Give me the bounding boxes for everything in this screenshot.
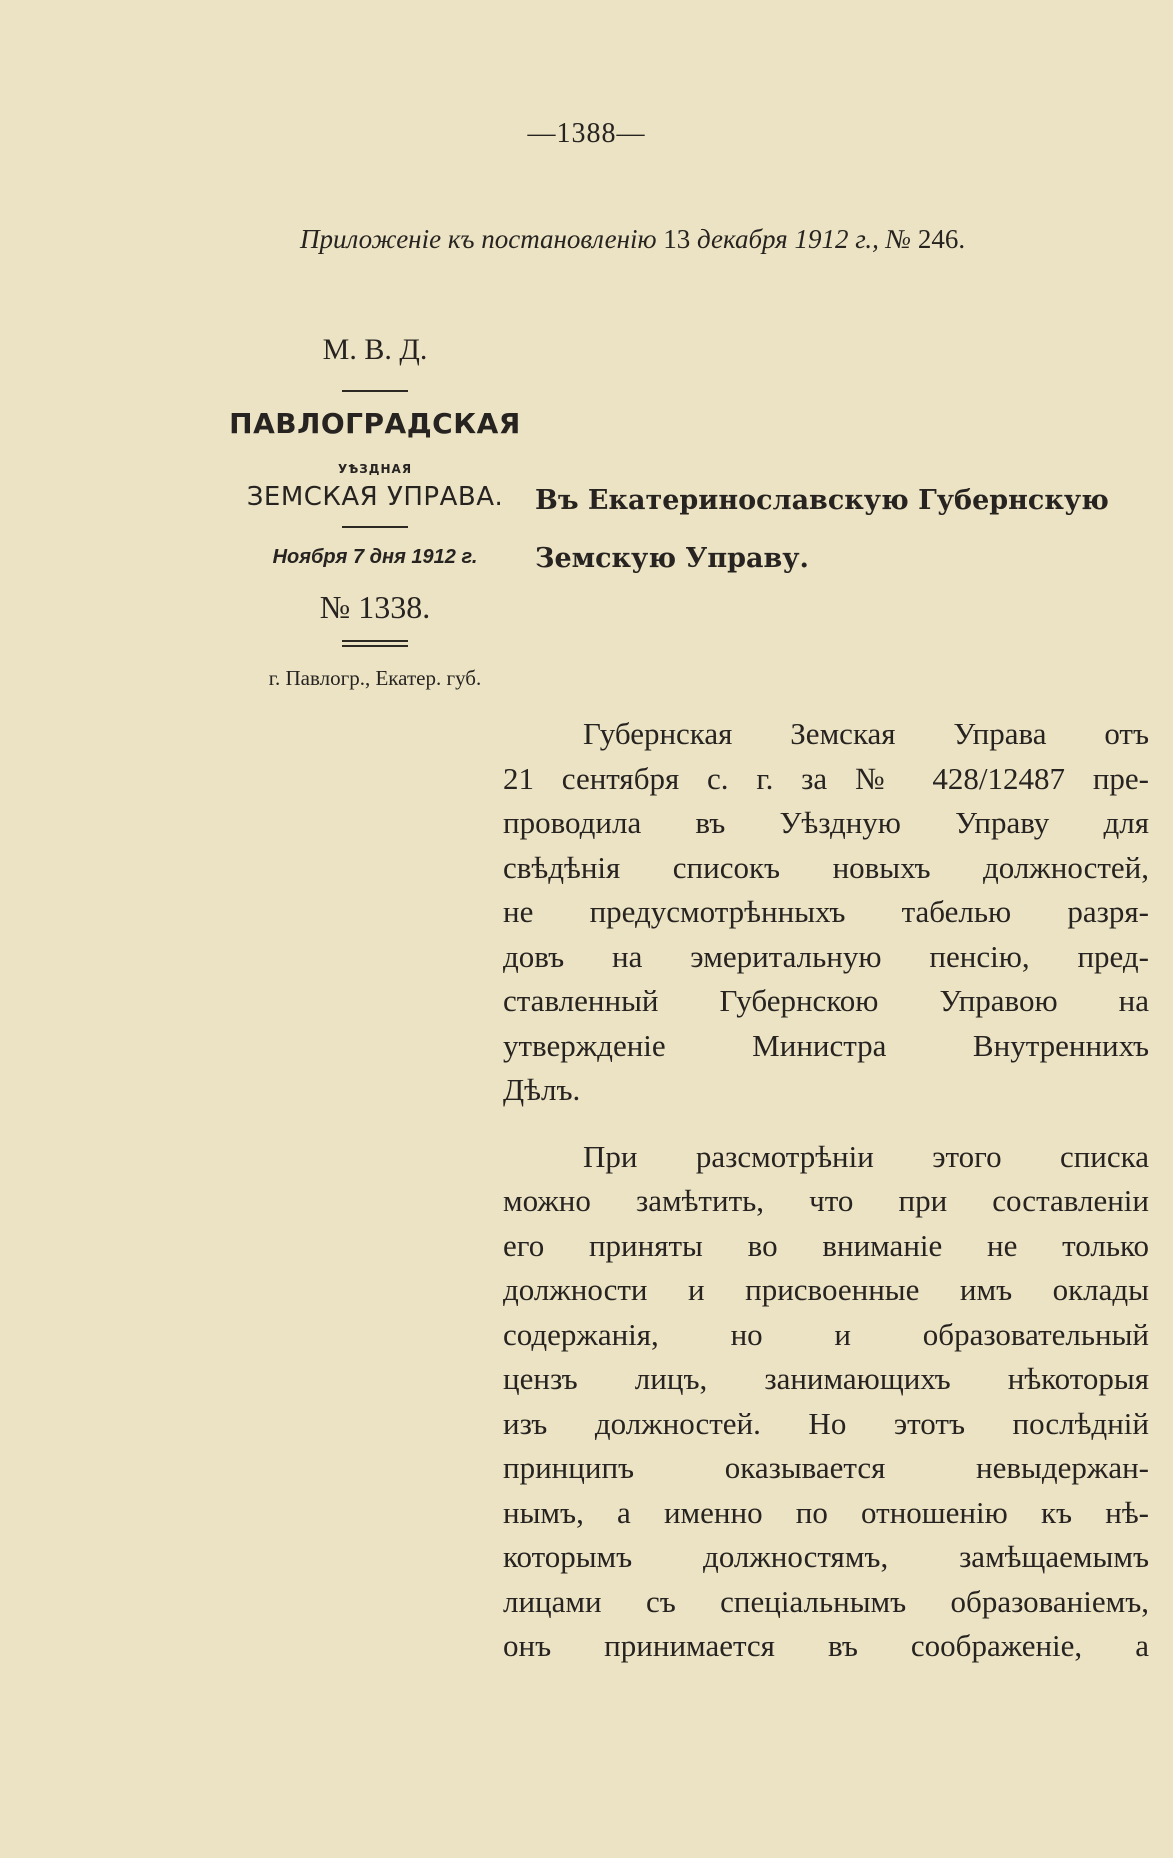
paragraph-2 [503, 1135, 1149, 1669]
divider [342, 526, 408, 528]
letter-body [503, 712, 1149, 1669]
appendix-resolution: постановленію [481, 224, 657, 254]
addressee: Въ Екатеринославскую Губернскую Земскую Управу. [535, 485, 1109, 574]
appendix-word: Приложеніе [300, 224, 442, 254]
appendix-number-sign: № [885, 224, 912, 254]
uezd-label: УѢЗДНАЯ [337, 462, 413, 476]
sender-block [220, 320, 530, 695]
ministry-abbreviation: М. В. Д. [322, 333, 428, 366]
text-line: онъ принимается въ соображеніе, а [503, 1628, 1149, 1663]
text-line: проводила въ Уѣздную Управу для [503, 805, 1149, 840]
board-name: ПАВЛОГРАДСКАЯ [229, 407, 521, 440]
appendix-year: 1912 [794, 224, 849, 254]
text-line: можно замѣтить, что при составленіи [503, 1183, 1149, 1218]
appendix-reference [300, 224, 965, 255]
text-line: его приняты во вниманіе не только [503, 1227, 1149, 1263]
text-line: довъ на эмеритальную пенсію, пред- [503, 938, 1149, 974]
text-line: нымъ, а именно по отношенію къ нѣ- [503, 1494, 1149, 1530]
text-line: ставленный Губернскою Управою на [503, 983, 1149, 1018]
paragraph-gap [503, 1113, 1149, 1135]
text-line: Губернская Земская Управа отъ [583, 716, 1149, 751]
text-line: принципъ оказывается невыдержан- [503, 1450, 1149, 1485]
appendix-number: 246. [917, 224, 966, 254]
appendix-day: 13 [663, 224, 691, 254]
zemstvo-label: ЗЕМСКАЯ УПРАВА. [246, 482, 504, 512]
text-line: свѣдѣнія списокъ новыхъ должностей, [503, 849, 1149, 885]
text-line: должности и присвоенные имъ оклады [503, 1272, 1149, 1307]
text-line: лицами съ спеціальнымъ образованіемъ, [503, 1583, 1149, 1619]
text-line: содержанія, но и образовательный [503, 1316, 1149, 1352]
text-line: цензъ лицъ, занимающихъ нѣкоторыя [503, 1361, 1149, 1396]
place-of-issue: г. Павлогр., Екатер. губ. [268, 666, 482, 690]
text-line: Дѣлъ. [503, 1072, 581, 1107]
appendix-preposition: къ [447, 224, 475, 254]
double-divider [342, 640, 408, 647]
text-line: которымъ должностямъ, замѣщаемымъ [503, 1539, 1149, 1574]
outgoing-number: № 1338. [319, 589, 431, 625]
page-number: —1388— [527, 118, 646, 149]
appendix-year-suffix: г., [855, 224, 879, 254]
text-line: При разсмотрѣніи этого списка [583, 1138, 1149, 1174]
text-line: утвержденіе Министра Внутреннихъ [503, 1027, 1149, 1063]
letter-date: Ноября 7 дня 1912 г. [272, 546, 478, 568]
text-line: 21 сентября с. г. за № 428/12487 пре- [503, 760, 1149, 796]
appendix-month: декабря [697, 224, 788, 254]
divider [342, 390, 408, 392]
paragraph-1 [503, 712, 1149, 1113]
text-line: не предусмотрѣнныхъ табелью разря- [503, 894, 1149, 929]
text-line: изъ должностей. Но этотъ послѣдній [503, 1405, 1149, 1441]
